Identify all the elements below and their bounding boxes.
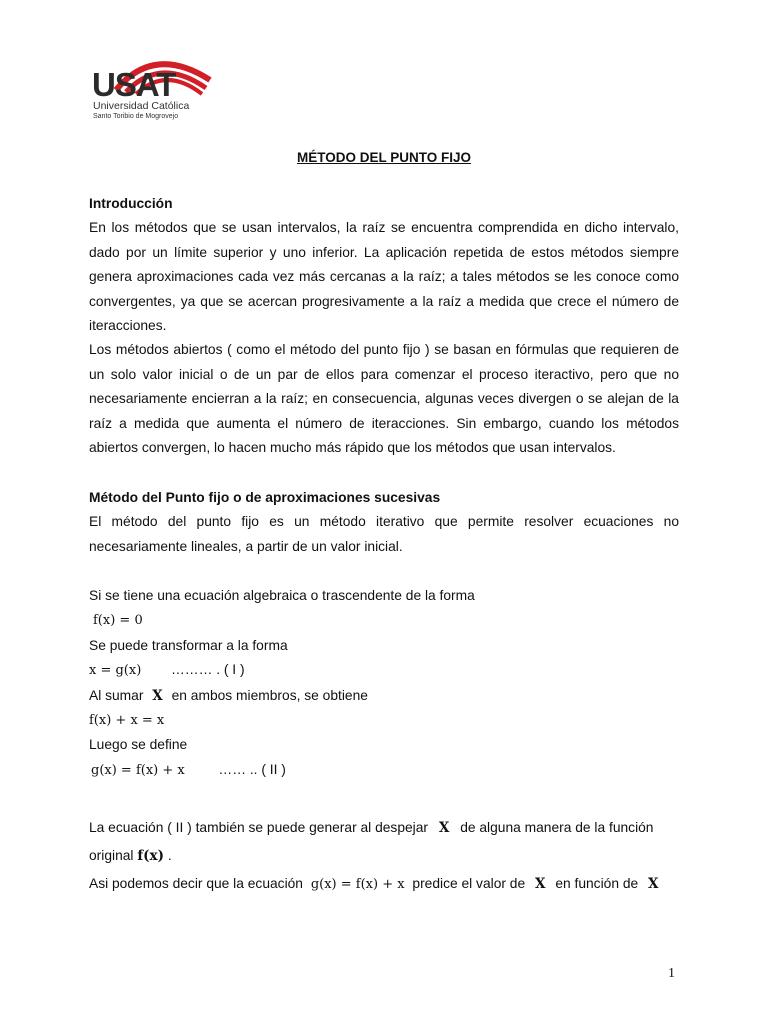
sentence-equation-ii-pre: La ecuación ( II ) también se puede generar al despejar — [89, 820, 429, 835]
method-heading: Método del Punto fijo o de aproximaciones sucesivas — [89, 490, 441, 505]
equation-x-gx — [89, 658, 679, 683]
sentence-equation-ii-post: de alguna manera de la función — [460, 820, 654, 835]
function-fx: f(x) — [137, 848, 164, 864]
intro-section — [89, 192, 679, 460]
document-title: MÉTODO DEL PUNTO FIJO — [296, 150, 472, 165]
sentence-predict-mid2: en función de — [555, 876, 639, 891]
sentence-original-post: . — [167, 848, 172, 863]
variable-x: X — [152, 687, 163, 704]
equation-gx-def — [89, 758, 679, 783]
method-section — [89, 486, 679, 559]
equation-fx-plus-x — [89, 708, 679, 733]
equation-fx-zero — [89, 608, 679, 633]
sentence-add-x — [89, 684, 679, 708]
intro-paragraph-1: En los métodos que se usan intervalos, la raíz se encuentra comprendida en dicho intervalo, dado por un límite superior y uno inferior. La aplicación repetida de estos métodos siempre genera aproximaciones cada vez más cercanas a la raíz; a tales métodos se les conoce como convergentes, ya que se acercan progresivamente a la raíz a medida que crece el número de iteracciones. — [89, 220, 679, 334]
page-number: 1 — [668, 966, 675, 981]
equation-3: f(x) + x = x — [89, 713, 165, 729]
sentence-predict-pre: Asi podemos decir que la ecuación — [89, 876, 303, 891]
sentence-form: Si se tiene una ecuación algebraica o trascendente de la forma — [89, 588, 475, 603]
sentence-equation-ii — [89, 814, 679, 842]
usat-logo — [92, 50, 202, 122]
sentence-define: Luego se define — [89, 737, 188, 753]
sentence-original — [89, 842, 679, 870]
equation-4-tag: …… .. ( II ) — [218, 761, 286, 777]
derivation-section — [89, 584, 679, 783]
sentence-predict — [89, 870, 679, 898]
method-paragraph-1: El método del punto fijo es un método iterativo que permite resolver ecuaciones no necesariamente lineales, a partir de un valor inicial. — [89, 514, 679, 554]
equation-gx-inline: g(x) = f(x) + x — [310, 877, 405, 892]
variable-x: X — [648, 876, 659, 892]
intro-heading: Introducción — [89, 196, 173, 211]
sentence-transform: Se puede transformar a la forma — [89, 637, 288, 653]
sentence-predict-mid: predice el valor de — [412, 876, 526, 891]
conclusion-section — [89, 814, 679, 898]
variable-x: X — [535, 876, 546, 892]
equation-4: g(x) = f(x) + x — [91, 762, 185, 778]
sentence-original-pre: original — [89, 848, 134, 863]
sentence-add-x-post: en ambos miembros, se obtiene — [171, 687, 368, 703]
equation-2-tag: ……… . ( I ) — [170, 662, 245, 678]
equation-2: x = g(x) — [89, 663, 142, 679]
logo-university-name: Universidad Católica — [93, 100, 190, 112]
variable-x: X — [438, 820, 450, 836]
logo-university-subtitle: Santo Toribio de Mogrovejo — [93, 113, 179, 120]
sentence-add-x-pre: Al sumar — [89, 687, 144, 703]
equation-1: f(x) = 0 — [93, 613, 143, 629]
intro-paragraph-2: Los métodos abiertos ( como el método del punto fijo ) se basan en fórmulas que requieren de un solo valor inicial o de un par de ellos para comenzar el proceso iteractivo, pero que no necesariamente encierran a la raíz; en consecuencia, algunas veces divergen o se alejan de la raíz a medida que aumenta el número de iteracciones. Sin embargo, cuando los métodos abiertos convergen, lo hacen mucho más rápido que los métodos que usan intervalos. — [89, 342, 679, 456]
logo-wordmark: USAT — [92, 66, 176, 103]
